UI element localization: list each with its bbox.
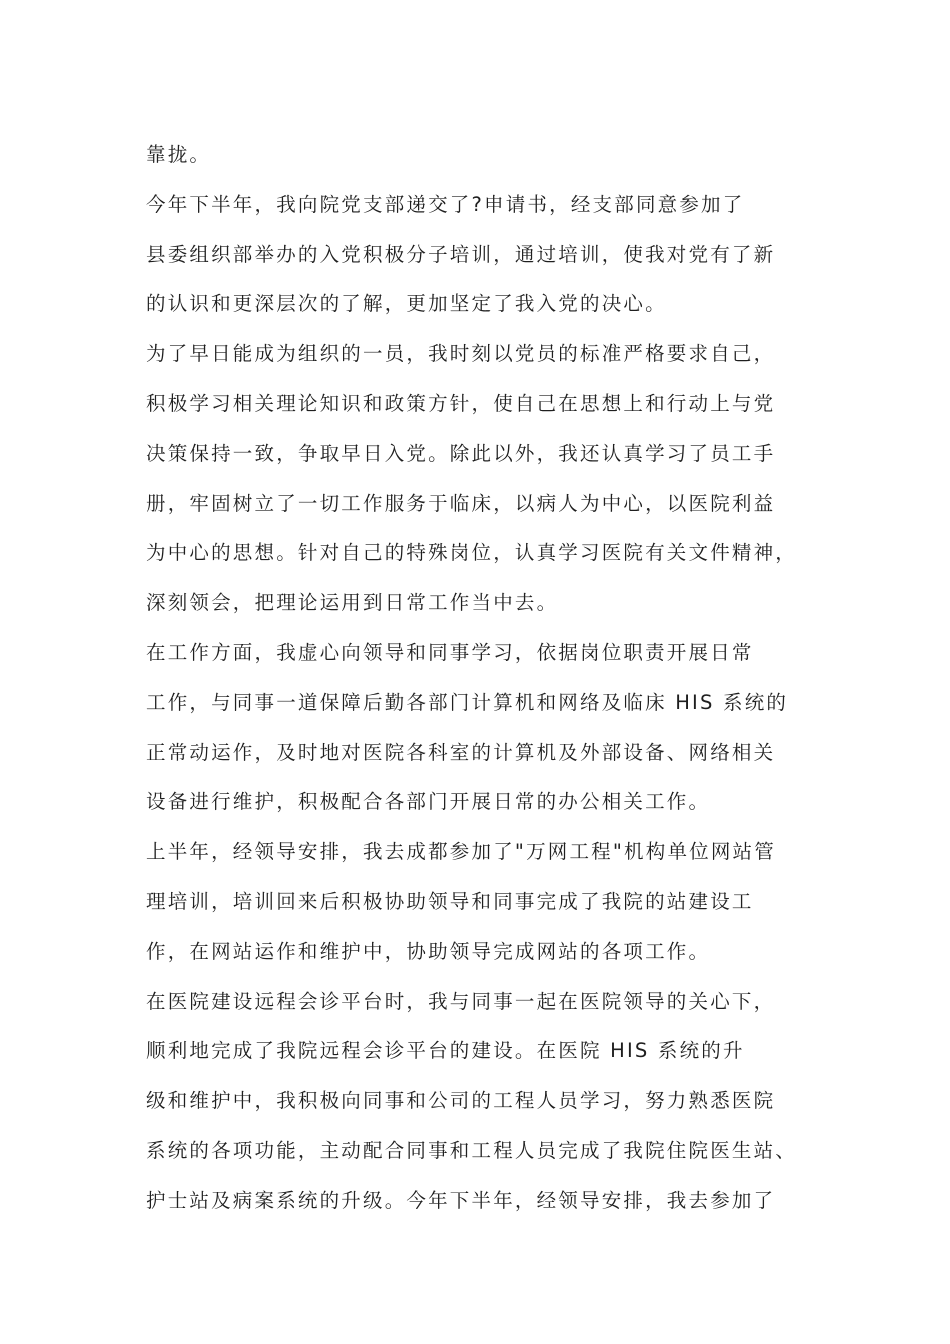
text-line-1: 靠拢。	[146, 143, 212, 166]
text-line-17: 作，在网站运作和维护中，协助领导完成网站的各项工作。	[146, 939, 711, 963]
text-line-13: 正常动运作，及时地对医院各科室的计算机及外部设备、网络相关	[146, 740, 776, 764]
text-line-5: 为了早日能成为组织的一员，我时刻以党员的标准严格要求自己，	[146, 342, 776, 366]
text-line-22: 护士站及病案系统的升级。今年下半年，经领导安排，我去参加了	[146, 1188, 776, 1212]
text-line-8: 册，牢固树立了一切工作服务于临床，以病人为中心，以医院利益	[146, 491, 776, 515]
text-line-14: 设备进行维护，积极配合各部门开展日常的办公相关工作。	[146, 790, 711, 814]
text-line-19: 顺利地完成了我院远程会诊平台的建设。在医院 HIS 系统的升	[146, 1039, 745, 1063]
text-line-20: 级和维护中，我积极向同事和公司的工程人员学习，努力熟悉医院	[146, 1089, 776, 1113]
text-line-18: 在医院建设远程会诊平台时，我与同事一起在医院领导的关心下，	[146, 989, 776, 1013]
text-line-3: 县委组织部举办的入党积极分子培训，通过培训，使我对党有了新	[146, 242, 776, 266]
text-line-12: 工作，与同事一道保障后勤各部门计算机和网络及临床 HIS 系统的	[146, 690, 789, 714]
text-line-6: 积极学习相关理论知识和政策方针，使自己在思想上和行动上与党	[146, 391, 776, 415]
text-line-10: 深刻领会，把理论运用到日常工作当中去。	[146, 591, 559, 615]
text-line-4: 的认识和更深层次的了解，更加坚定了我入党的决心。	[146, 292, 667, 316]
text-line-21: 系统的各项功能，主动配合同事和工程人员完成了我院住院医生站、	[146, 1138, 798, 1162]
text-line-15: 上半年，经领导安排，我去成都参加了"万网工程"机构单位网站管	[146, 840, 776, 864]
text-line-7: 决策保持一致，争取早日入党。除此以外，我还认真学习了员工手	[146, 441, 776, 465]
body-text	[146, 130, 846, 1226]
text-line-11: 在工作方面，我虚心向领导和同事学习，依据岗位职责开展日常	[146, 640, 754, 664]
text-line-16: 理培训，培训回来后积极协助领导和同事完成了我院的站建设工	[146, 889, 754, 913]
text-line-2: 今年下半年，我向院党支部递交了?申请书，经支部同意参加了	[146, 192, 745, 216]
text-line-9: 为中心的思想。针对自己的特殊岗位，认真学习医院有关文件精神，	[146, 541, 798, 565]
